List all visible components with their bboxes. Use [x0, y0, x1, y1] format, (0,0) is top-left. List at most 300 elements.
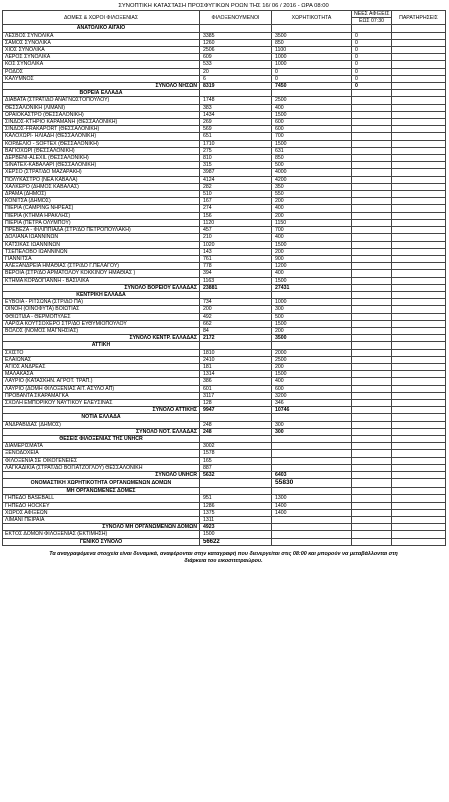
- facility-cell: ΘΕΣΣΑΛΟΝΙΚΗ (ΛΙΜΑΝΙ): [3, 104, 200, 111]
- table-row: [3, 104, 446, 111]
- capacity-cell: 400: [272, 234, 352, 241]
- hosted-cell: 4923: [200, 524, 272, 531]
- hosted-cell: 8319: [200, 83, 272, 90]
- remarks-cell: [392, 284, 446, 291]
- capacity-cell: 1500: [272, 111, 352, 118]
- new-arrivals-cell: [352, 435, 392, 442]
- new-arrivals-cell: [352, 155, 392, 162]
- hosted-cell: 601: [200, 385, 272, 392]
- hosted-cell: [200, 342, 272, 349]
- capacity-cell: 3500: [272, 335, 352, 342]
- remarks-cell: [392, 488, 446, 495]
- new-arrivals-cell: [352, 392, 392, 399]
- new-arrivals-cell: [352, 313, 392, 320]
- remarks-cell: [392, 378, 446, 385]
- new-arrivals-cell: [352, 488, 392, 495]
- capacity-cell: [272, 464, 352, 471]
- remarks-cell: [392, 90, 446, 97]
- table-row: [3, 68, 446, 75]
- hosted-cell: 510: [200, 191, 272, 198]
- remarks-cell: [392, 205, 446, 212]
- table-header-row: [3, 11, 446, 18]
- new-arrivals-cell: [352, 133, 392, 140]
- report-title: ΣΥΝΟΠΤΙΚΗ ΚΑΤΑΣΤΑΣΗ ΠΡΟΣΦΥΓΙΚΩΝ ΡΟΩΝ ΤΗΣ 16/ 06 / 2016 - ΩΡΑ 08:00: [118, 3, 329, 9]
- remarks-cell: [392, 126, 446, 133]
- capacity-cell: 6403: [272, 472, 352, 479]
- capacity-cell: [272, 435, 352, 442]
- capacity-total-row: [3, 479, 446, 488]
- capacity-cell: 4200: [272, 176, 352, 183]
- facility-cell: ΜΗ ΟΡΓΑΝΩΜΕΝΕΣ ΔΟΜΕΣ: [3, 488, 200, 495]
- facility-cell: ΒΕΡΟΙΑ (ΣΤΡ/ΔΟ ΑΡΜΑΤΟΛΟΥ ΚΟΚΚΙΝΟΥ ΗΜΑΘΙΑΣ ): [3, 270, 200, 277]
- new-arrivals-cell: [352, 248, 392, 255]
- table-row: [3, 378, 446, 385]
- table-row: [3, 61, 446, 68]
- facility-cell: ΔΟΛΙΑΝΑ ΙΩΑΝΝΙΝΩΝ: [3, 234, 200, 241]
- facility-cell: ΒΑΓΙΟΧΩΡΙ (ΘΕΣΣΑΛΟΝΙΚΗ): [3, 147, 200, 154]
- hosted-cell: 394: [200, 270, 272, 277]
- new-arrivals-cell: [352, 241, 392, 248]
- remarks-cell: [392, 538, 446, 545]
- capacity-cell: 850: [272, 39, 352, 46]
- subtotal-row: [3, 524, 446, 531]
- new-arrivals-cell: [352, 234, 392, 241]
- table-row: [3, 277, 446, 284]
- table-row: [3, 75, 446, 82]
- footnote-line-1: Τα αναγραφόμενα στοιχεία είναι δυναμικά, αναφέρονται στην καταγραφή που διενεργείται στις 08:00 και μπορούν να μεταβάλλονται στη: [49, 550, 398, 557]
- capacity-cell: 1100: [272, 47, 352, 54]
- new-arrivals-cell: [352, 509, 392, 516]
- remarks-cell: [392, 443, 446, 450]
- table-row: [3, 119, 446, 126]
- capacity-cell: 3200: [272, 392, 352, 399]
- hosted-cell: 1020: [200, 241, 272, 248]
- facility-cell: ΠΟΛΥΚΑΣΤΡΟ (ΝΕΑ ΚΑΒΑΛΑ): [3, 176, 200, 183]
- table-row: [3, 219, 446, 226]
- facility-cell: ΚΑΤΣΙΚΑΣ ΙΩΑΝΝΙΝΩΝ: [3, 241, 200, 248]
- hosted-cell: 165: [200, 457, 272, 464]
- remarks-cell: [392, 291, 446, 298]
- capacity-cell: 2000: [272, 349, 352, 356]
- header-remarks: ΠΑΡΑΤΗΡΗΣΕΙΣ: [392, 11, 446, 25]
- facility-cell: ΛΕΣΒΟΣ ΣΥΝΟΛΙΚΑ: [3, 32, 200, 39]
- new-arrivals-cell: [352, 356, 392, 363]
- capacity-cell: [272, 450, 352, 457]
- hosted-cell: 609: [200, 54, 272, 61]
- facility-cell: ΧΕΡΣΟ (ΣΤΡΑΤ/ΔΟ ΜΑΖΑΡΑΚΗ): [3, 169, 200, 176]
- hosted-cell: 1311: [200, 517, 272, 524]
- remarks-cell: [392, 140, 446, 147]
- remarks-cell: [392, 392, 446, 399]
- new-arrivals-cell: [352, 284, 392, 291]
- hosted-cell: [200, 414, 272, 421]
- facility-cell: ΧΙΟΣ ΣΥΝΟΛΙΚΑ: [3, 47, 200, 54]
- facility-cell: ΝΟΤΙΑ ΕΛΛΑΔΑ: [3, 414, 200, 421]
- facility-cell: ΛΑΥΡΙΟ (ΔΟΜΗ ΦΙΛΟΞΕΝΙΑΣ ΑΙΤ. ΑΣΥΛΟ ΑΠ): [3, 385, 200, 392]
- table-row: [3, 385, 446, 392]
- new-arrivals-cell: [352, 191, 392, 198]
- table-row: [3, 126, 446, 133]
- table-row: [3, 464, 446, 471]
- section-row: [3, 488, 446, 495]
- hosted-cell: [200, 488, 272, 495]
- remarks-cell: [392, 356, 446, 363]
- capacity-cell: [272, 517, 352, 524]
- facility-cell: ΔΕΡΒΕΝΙ-ALEXIL (ΘΕΣΣΑΛΟΝΙΚΗ): [3, 155, 200, 162]
- facility-cell: ΚΟΝΙΤΣΑ (ΔΗΜΟΣ): [3, 198, 200, 205]
- capacity-cell: [272, 342, 352, 349]
- capacity-cell: 400: [272, 270, 352, 277]
- facility-cell: ΦΙΛΟΞΕΝΙΑ ΣΕ ΟΙΚΟΓΕΝΕΙΕΣ: [3, 457, 200, 464]
- new-arrivals-cell: [352, 407, 392, 414]
- table-row: [3, 147, 446, 154]
- facility-cell: ΟΝΟΜΑΣΤΙΚΗ ΧΩΡΗΤΙΚΟΤΗΤΑ ΟΡΓΑΝΩΜΕΝΩΝ ΔΟΜΩΝ: [3, 479, 200, 488]
- facility-cell: SINATEX-ΚΑΒΑΛΑΡΙ (ΘΕΣΣΑΛΟΝΙΚΗ): [3, 162, 200, 169]
- facility-cell: ΞΕΝΟΔΟΧΕΙΑ: [3, 450, 200, 457]
- capacity-cell: [272, 531, 352, 538]
- facility-cell: ΠΙΕΡΙΑ (ΠΕΤΡΑ ΟΛΥΜΠΟΥ): [3, 219, 200, 226]
- capacity-cell: 500: [272, 313, 352, 320]
- table-row: [3, 306, 446, 313]
- new-arrivals-cell: 0: [352, 39, 392, 46]
- new-arrivals-cell: [352, 531, 392, 538]
- hosted-cell: 156: [200, 212, 272, 219]
- table-row: [3, 140, 446, 147]
- remarks-cell: [392, 349, 446, 356]
- remarks-cell: [392, 68, 446, 75]
- table-row: [3, 212, 446, 219]
- hosted-cell: 778: [200, 263, 272, 270]
- hosted-cell: [200, 479, 272, 488]
- new-arrivals-cell: [352, 327, 392, 334]
- table-row: [3, 169, 446, 176]
- capacity-cell: 600: [272, 119, 352, 126]
- remarks-cell: [392, 219, 446, 226]
- remarks-cell: [392, 472, 446, 479]
- facility-cell: ΚΑΛΥΜΝΟΣ: [3, 75, 200, 82]
- facility-cell: ΒΟΛΟΣ (ΝΟΜΟΣ ΜΑΓΝΗΣΙΑΣ): [3, 327, 200, 334]
- capacity-cell: 600: [272, 385, 352, 392]
- table-row: [3, 531, 446, 538]
- table-row: [3, 349, 446, 356]
- capacity-cell: 550: [272, 191, 352, 198]
- table-row: [3, 443, 446, 450]
- new-arrivals-cell: [352, 25, 392, 32]
- remarks-cell: [392, 502, 446, 509]
- facility-cell: ΣΙΝΔΟΣ-FRAKAPORT (ΘΕΣΣΑΛΟΝΙΚΗ): [3, 126, 200, 133]
- remarks-cell: [392, 263, 446, 270]
- remarks-cell: [392, 450, 446, 457]
- new-arrivals-cell: [352, 464, 392, 471]
- hosted-cell: 492: [200, 313, 272, 320]
- remarks-cell: [392, 25, 446, 32]
- facility-cell: ΛΑΡΙΣΑ ΚΟΥΤΣΟΧΕΡΟ ΣΤΡ/ΔΟ ΕΥΘΥΜΙΟΠΟΥΛΟΥ: [3, 320, 200, 327]
- new-arrivals-cell: [352, 378, 392, 385]
- capacity-cell: 0: [272, 75, 352, 82]
- new-arrivals-cell: [352, 162, 392, 169]
- table-row: [3, 263, 446, 270]
- new-arrivals-cell: [352, 342, 392, 349]
- remarks-cell: [392, 435, 446, 442]
- table-row: [3, 502, 446, 509]
- section-row: [3, 414, 446, 421]
- capacity-cell: 1150: [272, 219, 352, 226]
- facility-cell: ΑΤΤΙΚΗ: [3, 342, 200, 349]
- hosted-cell: 5632: [200, 472, 272, 479]
- facility-cell: ΔΡΑΜΑ (ΔΗΜΟΣ): [3, 191, 200, 198]
- hosted-cell: 282: [200, 183, 272, 190]
- facility-cell: ΑΓΙΟΣ ΑΝΔΡΕΑΣ: [3, 363, 200, 370]
- new-arrivals-cell: [352, 147, 392, 154]
- table-row: [3, 457, 446, 464]
- hosted-cell: 2410: [200, 356, 272, 363]
- facility-cell: ΧΑΛΚΕΡΟ (ΔΗΜΟΣ ΚΑΒΑΛΑΣ): [3, 183, 200, 190]
- capacity-cell: 200: [272, 212, 352, 219]
- capacity-cell: 1000: [272, 61, 352, 68]
- capacity-cell: 27431: [272, 284, 352, 291]
- remarks-cell: [392, 183, 446, 190]
- capacity-cell: 600: [272, 126, 352, 133]
- new-arrivals-cell: 0: [352, 54, 392, 61]
- table-row: [3, 183, 446, 190]
- remarks-cell: [392, 363, 446, 370]
- remarks-cell: [392, 399, 446, 406]
- facility-cell: ΣΥΝΟΛΟ ΝΗΣΩΝ: [3, 83, 200, 90]
- table-row: [3, 450, 446, 457]
- table-row: [3, 205, 446, 212]
- remarks-cell: [392, 97, 446, 104]
- capacity-cell: 1500: [272, 277, 352, 284]
- hosted-cell: 84: [200, 327, 272, 334]
- remarks-cell: [392, 517, 446, 524]
- table-row: [3, 392, 446, 399]
- hosted-cell: 248: [200, 428, 272, 435]
- facility-cell: ΑΛΕΞΑΝΔΡΕΙΑ ΗΜΑΘΙΑΣ (ΣΤΡ/ΔΟ Γ.ΠΕΛΑΓΟΥ): [3, 263, 200, 270]
- capacity-cell: 1000: [272, 54, 352, 61]
- hosted-cell: 269: [200, 119, 272, 126]
- hosted-cell: 1810: [200, 349, 272, 356]
- report-sheet: [2, 3, 445, 565]
- new-arrivals-cell: [352, 227, 392, 234]
- capacity-cell: 400: [272, 104, 352, 111]
- table-row: [3, 299, 446, 306]
- refugee-flows-table: [2, 10, 446, 546]
- hosted-cell: 3002: [200, 443, 272, 450]
- remarks-cell: [392, 457, 446, 464]
- remarks-cell: [392, 421, 446, 428]
- capacity-cell: 1300: [272, 495, 352, 502]
- capacity-cell: 1500: [272, 320, 352, 327]
- facility-cell: ΚΑΛΟΧΩΡΙ- ΗΛΙΑΔΗ (ΘΕΣΣΑΛΟΝΙΚΗ): [3, 133, 200, 140]
- hosted-cell: 20: [200, 68, 272, 75]
- hosted-cell: 569: [200, 126, 272, 133]
- capacity-cell: 0: [272, 68, 352, 75]
- new-arrivals-cell: [352, 198, 392, 205]
- remarks-cell: [392, 119, 446, 126]
- remarks-cell: [392, 75, 446, 82]
- capacity-cell: [272, 457, 352, 464]
- new-arrivals-cell: [352, 371, 392, 378]
- table-row: [3, 517, 446, 524]
- facility-cell: ΘΕΣΕΙΣ ΦΙΛΟΞΕΝΙΑΣ ΤΗΣ UNHCR: [3, 435, 200, 442]
- facility-cell: ΑΝΔΡΑΒΙΔΑΣ (ΔΗΜΟΣ): [3, 421, 200, 428]
- remarks-cell: [392, 169, 446, 176]
- remarks-cell: [392, 191, 446, 198]
- facility-cell: ΣΥΝΟΛΟ ΑΤΤΙΚΗΣ: [3, 407, 200, 414]
- new-arrivals-cell: [352, 176, 392, 183]
- facility-cell: ΔΙΑΒΑΤΑ (ΣΤΡΑΤ/ΔΟ ΑΝΑΓΝΩΣΤΟΠΟΥΛΟΥ): [3, 97, 200, 104]
- hosted-cell: 457: [200, 227, 272, 234]
- new-arrivals-cell: [352, 263, 392, 270]
- subtotal-row: [3, 83, 446, 90]
- header-facilities: ΔΟΜΕΣ & ΧΩΡΟΙ ΦΙΛΟΞΕΝΙΑΣ: [3, 11, 200, 25]
- table-row: [3, 241, 446, 248]
- new-arrivals-cell: [352, 90, 392, 97]
- new-arrivals-cell: [352, 104, 392, 111]
- capacity-cell: 1200: [272, 263, 352, 270]
- remarks-cell: [392, 277, 446, 284]
- new-arrivals-cell: [352, 495, 392, 502]
- facility-cell: ΔΙΑΜΕΡΙΣΜΑΤΑ: [3, 443, 200, 450]
- capacity-cell: 200: [272, 248, 352, 255]
- remarks-cell: [392, 83, 446, 90]
- facility-cell: ΚΟΣ ΣΥΝΟΛΙΚΑ: [3, 61, 200, 68]
- table-row: [3, 155, 446, 162]
- hosted-cell: 2506: [200, 47, 272, 54]
- new-arrivals-cell: [352, 538, 392, 545]
- facility-cell: ΟΙΝΟΗ (ΟΙΝΟΦΥΤΑ) ΒΟΙΩΤΙΑΣ: [3, 306, 200, 313]
- table-row: [3, 320, 446, 327]
- remarks-cell: [392, 414, 446, 421]
- facility-cell: ΤΣΕΠΕΛΟΒΟ ΙΩΑΝΝΙΝΩΝ: [3, 248, 200, 255]
- capacity-cell: 10746: [272, 407, 352, 414]
- capacity-cell: 300: [272, 428, 352, 435]
- subtotal-row: [3, 428, 446, 435]
- new-arrivals-cell: 0: [352, 32, 392, 39]
- hosted-cell: 651: [200, 133, 272, 140]
- remarks-cell: [392, 133, 446, 140]
- facility-cell: ΛΕΡΟΣ ΣΥΝΟΛΙΚΑ: [3, 54, 200, 61]
- hosted-cell: 1434: [200, 111, 272, 118]
- capacity-cell: 350: [272, 183, 352, 190]
- remarks-cell: [392, 176, 446, 183]
- header-new-arrivals-until: ΕΩΣ 07:30: [352, 18, 392, 25]
- table-row: [3, 39, 446, 46]
- new-arrivals-cell: [352, 183, 392, 190]
- remarks-cell: [392, 479, 446, 488]
- facility-cell: ΠΙΕΡΙΑ (CAMPING ΝΗΡΕΑΣ): [3, 205, 200, 212]
- remarks-cell: [392, 104, 446, 111]
- facility-cell: ΣΥΝΟΛΟ ΚΕΝΤΡ. ΕΛΛΑΔΑΣ: [3, 335, 200, 342]
- hosted-cell: 1286: [200, 502, 272, 509]
- capacity-cell: 300: [272, 421, 352, 428]
- new-arrivals-cell: [352, 363, 392, 370]
- capacity-cell: 200: [272, 198, 352, 205]
- facility-cell: ΕΚΤΟΣ ΔΟΜΩΝ ΦΙΛΟΞΕΝΙΑΣ (ΕΚΤΙΜΗΣΗ): [3, 531, 200, 538]
- hosted-cell: 167: [200, 198, 272, 205]
- hosted-cell: [200, 90, 272, 97]
- new-arrivals-cell: [352, 335, 392, 342]
- hosted-cell: 887: [200, 464, 272, 471]
- facility-cell: ΕΛΑΙΩΝΑΣ: [3, 356, 200, 363]
- hosted-cell: 1120: [200, 219, 272, 226]
- facility-cell: ΛΑΓΚΑΔΙΚΙΑ (ΣΤΡΑΤ/ΔΟ ΒΟΓΙΑΤΖΟΓΛΟΥ) ΘΕΣΣΑΛΟΝΙΚΗ: [3, 464, 200, 471]
- hosted-cell: 1314: [200, 371, 272, 378]
- footnote: [2, 551, 445, 565]
- hosted-cell: 3117: [200, 392, 272, 399]
- new-arrivals-cell: 0: [352, 83, 392, 90]
- hosted-cell: [200, 25, 272, 32]
- facility-cell: ΣΥΝΟΛΟ ΒΟΡΕΙΟΥ ΕΛΛΑΔΑΣ: [3, 284, 200, 291]
- remarks-cell: [392, 495, 446, 502]
- section-row: [3, 25, 446, 32]
- capacity-cell: 4000: [272, 169, 352, 176]
- table-row: [3, 54, 446, 61]
- table-row: [3, 133, 446, 140]
- capacity-cell: 850: [272, 155, 352, 162]
- remarks-cell: [392, 428, 446, 435]
- new-arrivals-cell: [352, 479, 392, 488]
- hosted-cell: 128: [200, 399, 272, 406]
- new-arrivals-cell: [352, 299, 392, 306]
- hosted-cell: 275: [200, 147, 272, 154]
- capacity-cell: [272, 25, 352, 32]
- facility-cell: ΕΥΒΟΙΑ - ΡΙΤΣΩΝΑ (ΣΤΡ/ΔΟ ΠΑ): [3, 299, 200, 306]
- table-row: [3, 255, 446, 262]
- facility-cell: ΚΕΝΤΡΙΚΗ ΕΛΛΑΔΑ: [3, 291, 200, 298]
- table-row: [3, 495, 446, 502]
- table-row: [3, 97, 446, 104]
- new-arrivals-cell: [352, 270, 392, 277]
- remarks-cell: [392, 385, 446, 392]
- hosted-cell: 210: [200, 234, 272, 241]
- facility-cell: ΒΟΡΕΙΑ ΕΛΛΑΔΑ: [3, 90, 200, 97]
- remarks-cell: [392, 342, 446, 349]
- facility-cell: ΓΗΠΕΔΟ BASEBALL: [3, 495, 200, 502]
- facility-cell: ΩΡΑΙΟΚΑΣΤΡΟ (ΘΕΣΣΑΛΟΝΙΚΗ): [3, 111, 200, 118]
- remarks-cell: [392, 147, 446, 154]
- hosted-cell: 383: [200, 104, 272, 111]
- hosted-cell: 1163: [200, 277, 272, 284]
- hosted-cell: 3987: [200, 169, 272, 176]
- table-row: [3, 371, 446, 378]
- remarks-cell: [392, 407, 446, 414]
- new-arrivals-cell: [352, 140, 392, 147]
- hosted-cell: 1710: [200, 140, 272, 147]
- remarks-cell: [392, 270, 446, 277]
- facility-cell: ΣΥΝΟΛΟ ΜΗ ΟΡΓΑΝΩΜΕΝΩΝ ΔΟΜΩΝ: [3, 524, 200, 531]
- hosted-cell: 9947: [200, 407, 272, 414]
- table-row: [3, 327, 446, 334]
- hosted-cell: 533: [200, 61, 272, 68]
- new-arrivals-cell: [352, 450, 392, 457]
- remarks-cell: [392, 241, 446, 248]
- hosted-cell: 662: [200, 320, 272, 327]
- capacity-cell: [272, 90, 352, 97]
- hosted-cell: 810: [200, 155, 272, 162]
- table-row: [3, 162, 446, 169]
- hosted-cell: [200, 291, 272, 298]
- facility-cell: ΑΝΑΤΟΛΙΚΟ ΑΙΓΑΙΟ: [3, 25, 200, 32]
- new-arrivals-cell: 0: [352, 75, 392, 82]
- new-arrivals-cell: [352, 111, 392, 118]
- grand-total-row: [3, 538, 446, 545]
- remarks-cell: [392, 212, 446, 219]
- hosted-cell: 1375: [200, 509, 272, 516]
- remarks-cell: [392, 32, 446, 39]
- table-row: [3, 32, 446, 39]
- facility-cell: ΓΗΠΕΔΟ HOCKEY: [3, 502, 200, 509]
